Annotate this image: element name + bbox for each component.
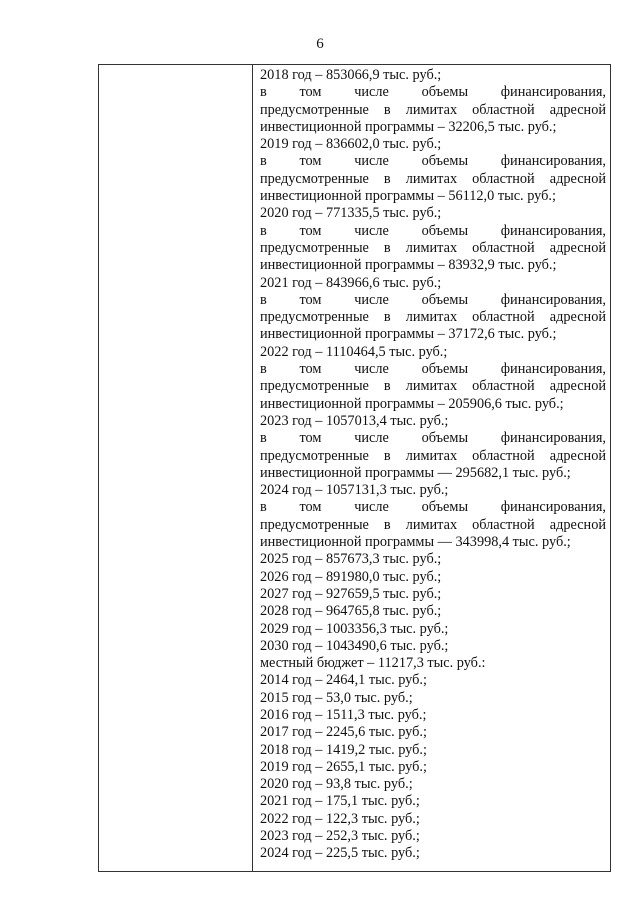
funding-line: 2025 год – 857673,3 тыс. руб.; [260, 551, 442, 568]
funding-line: местный бюджет – 11217,3 тыс. руб.: [260, 655, 486, 672]
funding-line: 2018 год – 1419,2 тыс. руб.; [260, 741, 427, 758]
funding-line: 2026 год – 891980,0 тыс. руб.; [260, 568, 442, 585]
funding-line: 2028 год – 964765,8 тыс. руб.; [260, 603, 442, 620]
funding-line: 2027 год – 927659,5 тыс. руб.; [260, 585, 442, 602]
funding-line: в том числе объемы финансирования, [260, 291, 606, 308]
funding-line: 2018 год – 853066,9 тыс. руб.; [260, 67, 442, 83]
funding-line: инвестиционной программы – 37172,6 тыс. руб.; [260, 326, 557, 343]
funding-line: инвестиционной программы — 343998,4 тыс. руб.; [260, 534, 571, 551]
funding-line: 2023 год – 252,3 тыс. руб.; [260, 828, 420, 845]
funding-line: в том числе объемы финансирования, [260, 361, 606, 378]
funding-description-cell [260, 67, 606, 863]
funding-line: 2022 год – 1110464,5 тыс. руб.; [260, 343, 448, 360]
funding-line: предусмотренные в лимитах областной адресной [260, 447, 606, 464]
funding-line: в том числе объемы финансирования, [260, 430, 606, 447]
funding-line: 2020 год – 771335,5 тыс. руб.; [260, 205, 442, 222]
funding-line: 2014 год – 2464,1 тыс. руб.; [260, 672, 427, 689]
funding-line: 2020 год – 93,8 тыс. руб.; [260, 776, 413, 793]
funding-line: предусмотренные в лимитах областной адресной [260, 101, 606, 118]
funding-table [98, 64, 611, 872]
funding-line: 2029 год – 1003356,3 тыс. руб.; [260, 620, 449, 637]
funding-line: в том числе объемы финансирования, [260, 153, 606, 170]
funding-line: инвестиционной программы – 32206,5 тыс. руб.; [260, 118, 557, 135]
column-divider [252, 65, 253, 871]
funding-line: инвестиционной программы — 295682,1 тыс. руб.; [260, 464, 571, 481]
funding-line: 2019 год – 836602,0 тыс. руб.; [260, 136, 442, 153]
funding-line: в том числе объемы финансирования, [260, 222, 606, 239]
funding-line: инвестиционной программы – 56112,0 тыс. руб.; [260, 188, 556, 205]
funding-line: 2024 год – 1057131,3 тыс. руб.; [260, 482, 449, 499]
funding-line: 2024 год – 225,5 тыс. руб.; [260, 845, 420, 862]
funding-line: 2015 год – 53,0 тыс. руб.; [260, 689, 413, 706]
funding-line: в том числе объемы финансирования, [260, 84, 606, 101]
funding-line: 2030 год – 1043490,6 тыс. руб.; [260, 637, 449, 654]
funding-line: 2017 год – 2245,6 тыс. руб.; [260, 724, 427, 741]
funding-line: 2021 год – 843966,6 тыс. руб.; [260, 274, 442, 291]
funding-line: 2019 год – 2655,1 тыс. руб.; [260, 758, 427, 775]
funding-line: 2016 год – 1511,3 тыс. руб.; [260, 706, 427, 723]
funding-line: предусмотренные в лимитах областной адресной [260, 378, 606, 395]
funding-line: 2023 год – 1057013,4 тыс. руб.; [260, 412, 449, 429]
funding-line: 2022 год – 122,3 тыс. руб.; [260, 810, 420, 827]
funding-line: 2021 год – 175,1 тыс. руб.; [260, 793, 420, 810]
funding-line: в том числе объемы финансирования, [260, 499, 606, 516]
funding-line: предусмотренные в лимитах областной адресной [260, 309, 606, 326]
funding-line: инвестиционной программы – 83932,9 тыс. руб.; [260, 257, 557, 274]
funding-line: предусмотренные в лимитах областной адресной [260, 516, 606, 533]
page-number: 6 [316, 36, 324, 52]
funding-line: инвестиционной программы – 205906,6 тыс. руб.; [260, 395, 564, 412]
funding-line: предусмотренные в лимитах областной адресной [260, 170, 606, 187]
funding-line: предусмотренные в лимитах областной адресной [260, 239, 606, 256]
